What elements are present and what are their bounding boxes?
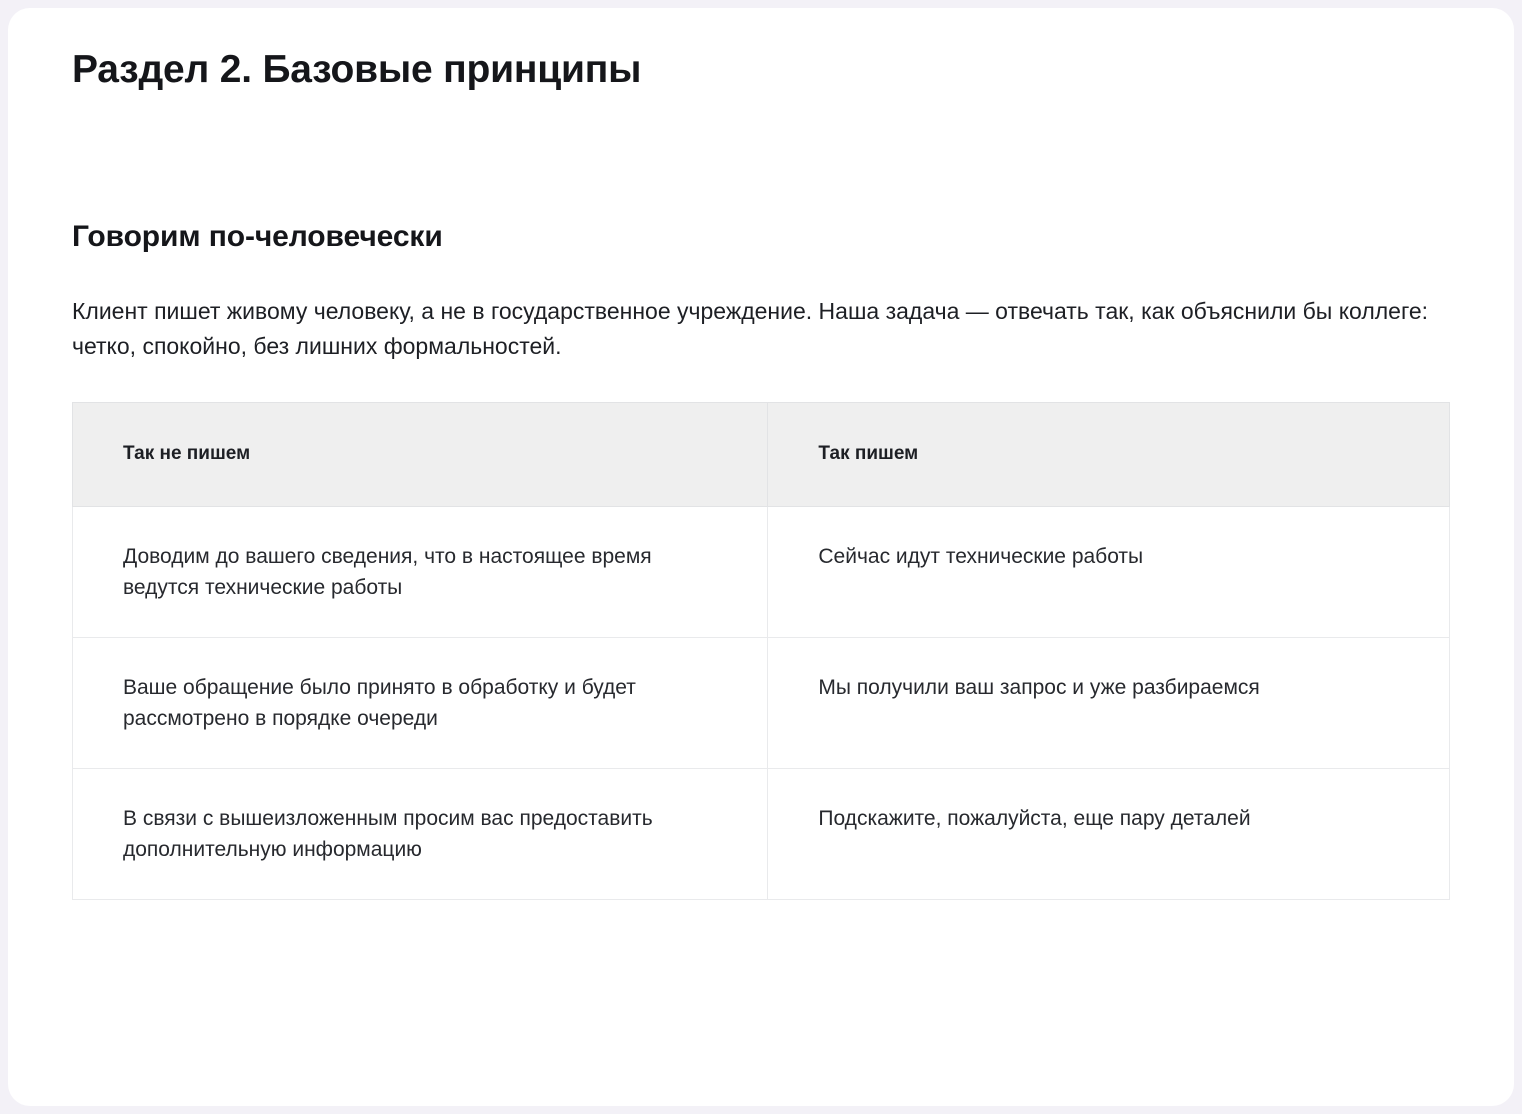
cell-good-example: Подскажите, пожалуйста, еще пару деталей — [768, 768, 1450, 899]
cell-bad-example: В связи с вышеизложенным просим вас предоставить дополнительную информацию — [73, 768, 768, 899]
table-row — [73, 637, 1450, 768]
document-card — [8, 8, 1514, 1106]
table-header — [73, 402, 1450, 506]
document-content — [8, 8, 1514, 900]
cell-bad-example: Ваше обращение было принято в обработку и будет рассмотрено в порядке очереди — [73, 637, 768, 768]
column-header-good: Так пишем — [768, 402, 1450, 506]
cell-good-example: Мы получили ваш запрос и уже разбираемся — [768, 637, 1450, 768]
intro-paragraph: Клиент пишет живому человеку, а не в государственное учреждение. Наша задача — отвечать так, как объяснили бы коллеге: четко, спокойно, без лишних формальностей. — [72, 297, 1429, 359]
comparison-table — [72, 402, 1450, 900]
table-row — [73, 506, 1450, 637]
column-header-bad: Так не пишем — [73, 402, 768, 506]
table-row — [73, 768, 1450, 899]
section-heading: Говорим по-человечески — [72, 219, 443, 253]
table-header-row — [73, 402, 1450, 506]
cell-bad-example: Доводим до вашего сведения, что в настоящее время ведутся технические работы — [73, 506, 768, 637]
page-title: Раздел 2. Базовые принципы — [72, 48, 642, 91]
cell-good-example: Сейчас идут технические работы — [768, 506, 1450, 637]
table-body — [73, 506, 1450, 899]
